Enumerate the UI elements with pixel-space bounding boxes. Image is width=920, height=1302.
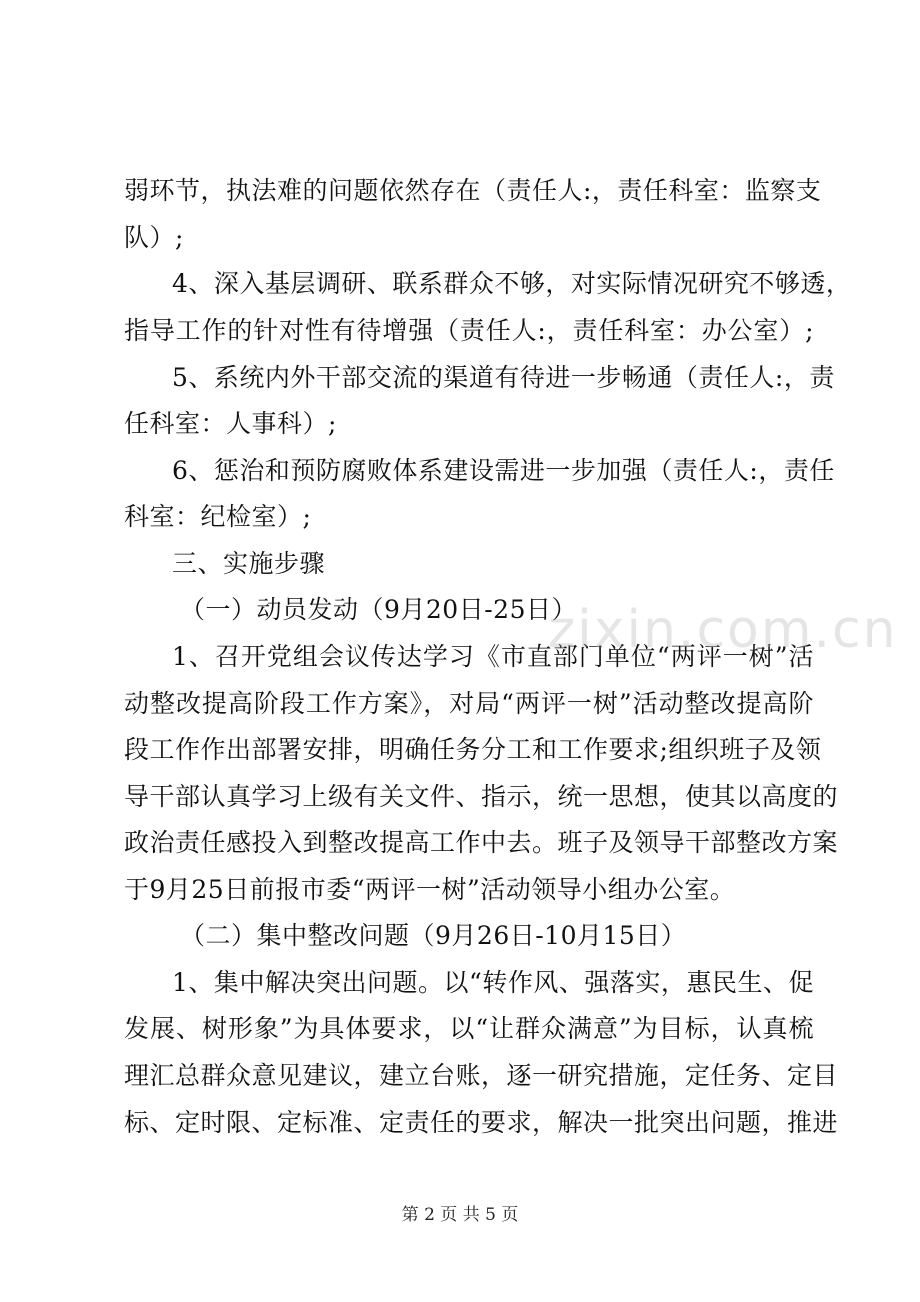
text-line: 弱环节，执法难的问题依然存在（责任人:，责任科室：监察支 xyxy=(124,176,822,205)
text-line: 队）; xyxy=(124,223,184,252)
text-line: 于9月25日前报市委“两评一树”活动领导小组办公室。 xyxy=(124,875,736,904)
text-line: 4、深入基层调研、联系群众不够，对实际情况研究不够透， xyxy=(172,269,852,298)
text-line: 1、召开党组会议传达学习《市直部门单位“两评一树”活 xyxy=(172,642,814,671)
watermark: zixin.com.cn xyxy=(548,600,898,660)
section-heading: 三、实施步骤 xyxy=(172,549,326,578)
subsection-heading: （一）动员发动（9月20日-25日） xyxy=(180,595,577,624)
text-line: 政治责任感投入到整改提高工作中去。班子及领导干部整改方案 xyxy=(124,828,839,857)
subsection-heading: （二）集中整改问题（9月26日-10月15日） xyxy=(180,921,687,950)
text-line: 6、惩治和预防腐败体系建设需进一步加强（责任人:，责任 xyxy=(172,456,835,485)
text-line: 指导工作的针对性有待增强（责任人:，责任科室：办公室）; xyxy=(124,316,814,345)
text-line: 科室：纪检室）; xyxy=(124,502,312,531)
text-line: 标、定时限、定标准、定责任的要求，解决一批突出问题，推进 xyxy=(124,1108,839,1137)
text-line: 1、集中解决突出问题。以“转作风、强落实，惠民生、促 xyxy=(172,968,814,997)
text-line: 导干部认真学习上级有关文件、指示，统一思想，使其以高度的 xyxy=(124,782,839,811)
text-line: 任科室：人事科）; xyxy=(124,409,337,438)
text-line: 理汇总群众意见建议，建立台账，逐一研究措施，定任务、定目 xyxy=(124,1061,839,1090)
text-line: 段工作作出部署安排，明确任务分工和工作要求;组织班子及领 xyxy=(124,735,822,764)
text-line: 动整改提高阶段工作方案》，对局“两评一树”活动整改提高阶 xyxy=(124,689,814,718)
text-line: 5、系统内外干部交流的渠道有待进一步畅通（责任人:，责 xyxy=(172,363,835,392)
text-line: 发展、树形象”为具体要求，以“让群众满意”为目标，认真梳 xyxy=(124,1014,814,1043)
page-number: 第 2 页 共 5 页 xyxy=(401,1205,519,1225)
